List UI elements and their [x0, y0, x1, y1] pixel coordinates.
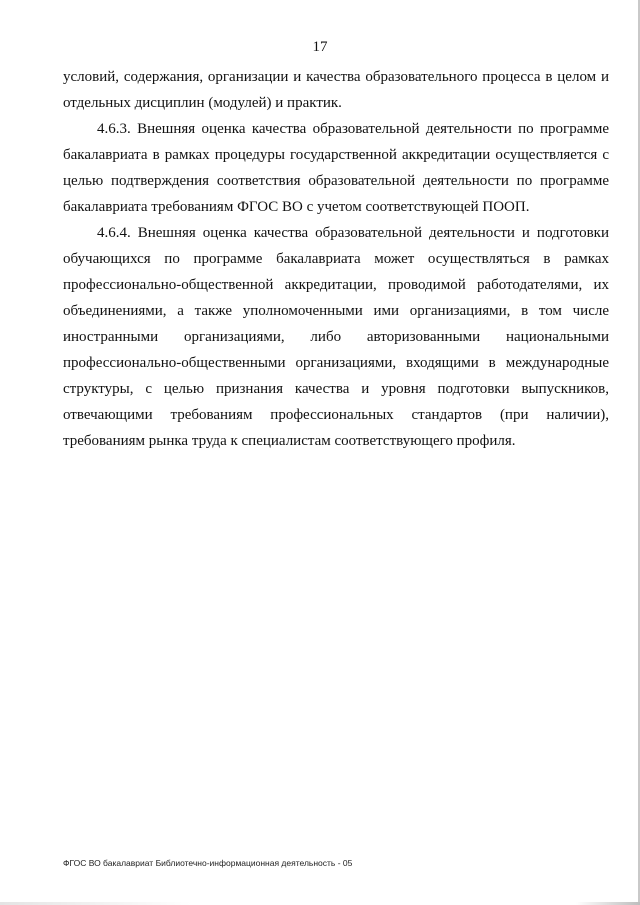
- paragraph-4-6-4: [63, 220, 609, 454]
- page-number: 17: [312, 39, 328, 55]
- text-line: бакалавриата в рамках процедуры государственной аккредитации осуществляется с: [63, 147, 609, 163]
- document-body: [63, 64, 609, 454]
- text-line: структуры, с целью признания качества и уровня подготовки выпускников,: [63, 381, 609, 397]
- text-line: требованиям рынка труда к специалистам соответствующего профиля.: [63, 433, 516, 449]
- paragraph-continuation: [63, 64, 609, 116]
- text-line: профессионально-общественными организациями, входящими в международные: [63, 355, 609, 371]
- text-line: бакалавриата требованиям ФГОС ВО с учетом соответствующей ПООП.: [63, 199, 530, 215]
- text-line: обучающихся по программе бакалавриата может осуществляться в рамках: [63, 251, 609, 267]
- text-line: целью подтверждения соответствия образовательной деятельности по программе: [63, 173, 609, 189]
- text-line: объединениями, а также уполномоченными ими организациями, в том числе: [63, 303, 609, 319]
- text-line: профессионально-общественной аккредитации, проводимой работодателями, их: [63, 277, 609, 293]
- text-line: условий, содержания, организации и качества образовательного процесса в целом и: [63, 69, 609, 85]
- text-line: отвечающими требованиям профессиональных стандартов (при наличии),: [63, 407, 609, 423]
- text-line: иностранными организациями, либо авторизованными национальными: [63, 329, 609, 345]
- text-line: 4.6.4. Внешняя оценка качества образовательной деятельности и подготовки: [97, 225, 609, 241]
- paragraph-4-6-3: [63, 116, 609, 220]
- text-line: 4.6.3. Внешняя оценка качества образовательной деятельности по программе: [97, 121, 609, 137]
- page-footer: ФГОС ВО бакалавриат Библиотечно-информационная деятельность - 05: [63, 858, 353, 868]
- text-line: отдельных дисциплин (модулей) и практик.: [63, 95, 342, 111]
